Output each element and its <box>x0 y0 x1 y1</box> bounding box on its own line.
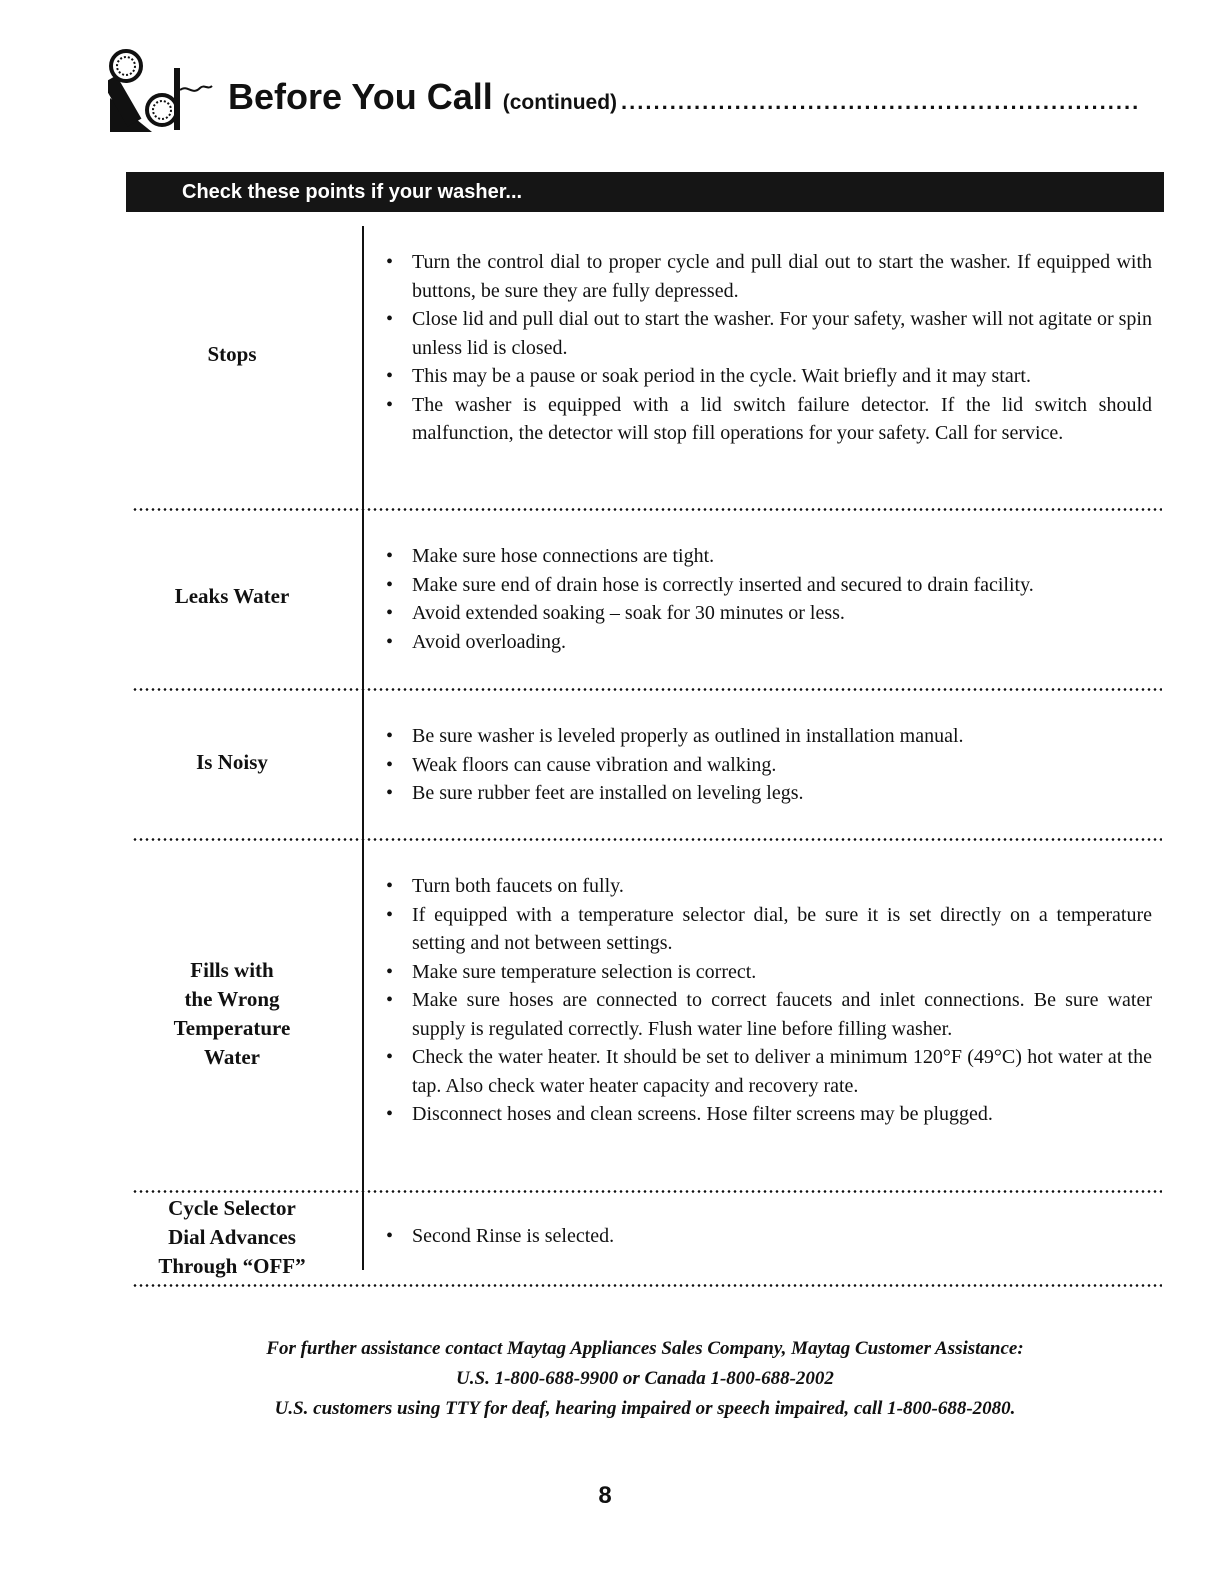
dot-leader: ................................................................ <box>621 89 1141 114</box>
problem-label <box>132 1194 332 1281</box>
problem-label <box>132 956 332 1072</box>
list-item: • Make sure hoses are connected to correct faucets and inlet connections. Be sure water supply is regulated correctly. Flush water line before filling washer. <box>382 986 1152 1043</box>
list-item: • Turn both faucets on fully. <box>382 872 1152 901</box>
problem-label-line: Cycle Selector <box>168 1196 296 1220</box>
footer-line: U.S. customers using TTY for deaf, hearing impaired or speech impaired, call 1-800-688-2080. <box>274 1398 1016 1419</box>
list-item: • Close lid and pull dial out to start the washer. For your safety, washer will not agitate or spin unless lid is closed. <box>382 305 1152 362</box>
list-item: • If equipped with a temperature selector dial, be sure it is set directly on a temperature setting and not between settings. <box>382 901 1152 958</box>
washer-troubleshooting-icon <box>108 46 218 132</box>
footer-line: For further assistance contact Maytag Appliances Sales Company, Maytag Customer Assistance: <box>266 1338 1024 1359</box>
list-item: • Second Rinse is selected. <box>382 1222 1152 1251</box>
dotted-divider <box>132 688 1162 691</box>
problem-label-line: Dial Advances <box>168 1225 296 1249</box>
page-header <box>108 46 1168 132</box>
list-item: • This may be a pause or soak period in the cycle. Wait briefly and it may start. <box>382 362 1152 391</box>
problem-label-line: Fills with <box>190 958 274 982</box>
page-subtitle: (continued) <box>502 91 618 114</box>
solution-list <box>382 1222 1152 1251</box>
list-item: • Turn the control dial to proper cycle and pull dial out to start the washer. If equipped with buttons, be sure they are fully depressed. <box>382 248 1152 305</box>
list-item: • Be sure washer is leveled properly as outlined in installation manual. <box>382 722 1152 751</box>
problem-label-line: Temperature <box>173 1016 291 1040</box>
list-item: • Make sure temperature selection is correct. <box>382 958 1152 987</box>
solution-list <box>382 248 1152 448</box>
solution-list <box>382 872 1152 1129</box>
title-row <box>228 76 1168 118</box>
problem-label: Leaks Water <box>174 584 290 608</box>
dotted-divider <box>132 1284 1162 1287</box>
list-item: • Avoid overloading. <box>382 628 1152 657</box>
list-item: • Make sure hose connections are tight. <box>382 542 1152 571</box>
dotted-divider <box>132 838 1162 841</box>
problem-label: Stops <box>207 342 257 366</box>
list-item: • Make sure end of drain hose is correctly inserted and secured to drain facility. <box>382 571 1152 600</box>
problem-label-line: Water <box>204 1045 260 1069</box>
problem-label-line: the Wrong <box>184 987 280 1011</box>
list-item: • Check the water heater. It should be set to deliver a minimum 120°F (49°C) hot water at the tap. Also check water heater capacity and recovery rate. <box>382 1043 1152 1100</box>
page-title: Before You Call <box>228 76 493 117</box>
footer-line: U.S. 1-800-688-9900 or Canada 1-800-688-2002 <box>456 1368 834 1389</box>
solution-list <box>382 722 1152 808</box>
dotted-divider <box>132 508 1162 511</box>
page-number: 8 <box>598 1482 612 1509</box>
list-item: • The washer is equipped with a lid switch failure detector. If the lid switch should malfunction, the detector will stop fill operations for your safety. Call for service. <box>382 391 1152 448</box>
list-item: • Avoid extended soaking – soak for 30 minutes or less. <box>382 599 1152 628</box>
column-divider <box>362 226 364 1270</box>
list-item: • Disconnect hoses and clean screens. Hose filter screens may be plugged. <box>382 1100 1152 1129</box>
list-item: • Be sure rubber feet are installed on leveling legs. <box>382 779 1152 808</box>
problem-label-line: Through “OFF” <box>158 1254 306 1278</box>
dotted-divider <box>132 1190 1162 1193</box>
customer-assistance-footer <box>130 1334 1160 1424</box>
problem-label: Is Noisy <box>196 750 268 774</box>
list-item: • Weak floors can cause vibration and walking. <box>382 751 1152 780</box>
section-heading-bar: Check these points if your washer... <box>126 172 1164 212</box>
solution-list <box>382 542 1152 656</box>
